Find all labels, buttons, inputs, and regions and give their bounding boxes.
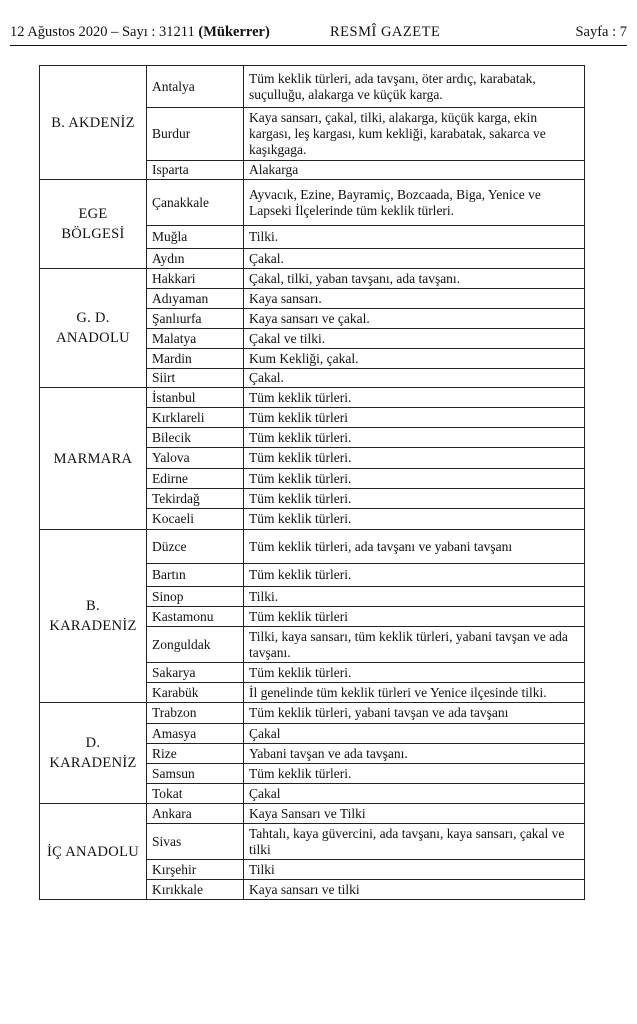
province-cell: Sakarya bbox=[147, 663, 244, 683]
issue-date-number: 12 Ağustos 2020 – Sayı : 31211 bbox=[10, 24, 195, 40]
province-cell: Siirt bbox=[147, 369, 244, 388]
publication-title: RESMÎ GAZETE bbox=[330, 24, 441, 40]
province-cell: Yalova bbox=[147, 448, 244, 469]
table-row bbox=[40, 703, 585, 724]
table-row bbox=[40, 66, 585, 108]
province-cell: Tokat bbox=[147, 784, 244, 804]
species-cell: Tüm keklik türleri. bbox=[244, 469, 585, 489]
species-cell: Tüm keklik türleri. bbox=[244, 448, 585, 469]
species-cell: Kaya sansarı ve tilki bbox=[244, 880, 585, 900]
species-cell: Çakal bbox=[244, 784, 585, 804]
province-cell: Edirne bbox=[147, 469, 244, 489]
species-cell: Tahtalı, kaya güvercini, ada tavşanı, kaya sansarı, çakal ve tilki bbox=[244, 824, 585, 860]
province-cell: Adıyaman bbox=[147, 289, 244, 309]
table-row bbox=[40, 388, 585, 408]
species-cell: Tüm keklik türleri. bbox=[244, 388, 585, 408]
issue-info bbox=[10, 22, 270, 42]
species-cell: Kaya sansarı ve çakal. bbox=[244, 309, 585, 329]
species-region-table bbox=[39, 65, 585, 900]
province-cell: Şanlıurfa bbox=[147, 309, 244, 329]
species-cell: Tüm keklik türleri, ada tavşanı ve yabani tavşanı bbox=[244, 530, 585, 564]
region-name: İÇ ANADOLU bbox=[40, 804, 147, 900]
region-name: MARMARA bbox=[40, 388, 147, 530]
species-cell: Çakal, tilki, yaban tavşanı, ada tavşanı. bbox=[244, 269, 585, 289]
table-row bbox=[40, 804, 585, 824]
region-name: B. AKDENİZ bbox=[40, 66, 147, 180]
header-divider bbox=[10, 45, 627, 46]
species-cell: Ayvacık, Ezine, Bayramiç, Bozcaada, Biga, Yenice ve Lapseki İlçelerinde tüm keklik türleri. bbox=[244, 180, 585, 226]
province-cell: Malatya bbox=[147, 329, 244, 349]
region-name: EGE BÖLGESİ bbox=[40, 180, 147, 269]
species-cell: Tüm keklik türleri. bbox=[244, 663, 585, 683]
province-cell: Burdur bbox=[147, 108, 244, 161]
species-cell: Alakarga bbox=[244, 161, 585, 180]
province-cell: Kırşehir bbox=[147, 860, 244, 880]
province-cell: Mardin bbox=[147, 349, 244, 369]
species-cell: Tilki. bbox=[244, 226, 585, 249]
province-cell: Düzce bbox=[147, 530, 244, 564]
table-row bbox=[40, 530, 585, 564]
species-cell: Tüm keklik türleri. bbox=[244, 489, 585, 509]
province-cell: Karabük bbox=[147, 683, 244, 703]
province-cell: Amasya bbox=[147, 724, 244, 744]
province-cell: Muğla bbox=[147, 226, 244, 249]
species-cell: Tüm keklik türleri. bbox=[244, 564, 585, 587]
reissue-label: (Mükerrer) bbox=[198, 24, 270, 40]
province-cell: Tekirdağ bbox=[147, 489, 244, 509]
species-cell: Kaya Sansarı ve Tilki bbox=[244, 804, 585, 824]
region-name: D. KARADENİZ bbox=[40, 703, 147, 804]
species-cell: Tüm keklik türleri. bbox=[244, 509, 585, 530]
page-header bbox=[10, 22, 627, 42]
species-cell: Tilki bbox=[244, 860, 585, 880]
province-cell: Sivas bbox=[147, 824, 244, 860]
province-cell: İstanbul bbox=[147, 388, 244, 408]
province-cell: Hakkari bbox=[147, 269, 244, 289]
region-name: B. KARADENİZ bbox=[40, 530, 147, 703]
province-cell: Kocaeli bbox=[147, 509, 244, 530]
region-name: G. D. ANADOLU bbox=[40, 269, 147, 388]
province-cell: Bartın bbox=[147, 564, 244, 587]
province-cell: Ankara bbox=[147, 804, 244, 824]
species-cell: Çakal bbox=[244, 724, 585, 744]
table-row bbox=[40, 180, 585, 226]
species-cell: Tilki, kaya sansarı, tüm keklik türleri, yabani tavşan ve ada tavşanı. bbox=[244, 627, 585, 663]
province-cell: Kırklareli bbox=[147, 408, 244, 428]
province-cell: Bilecik bbox=[147, 428, 244, 448]
species-cell: Tüm keklik türleri. bbox=[244, 764, 585, 784]
province-cell: Rize bbox=[147, 744, 244, 764]
province-cell: Isparta bbox=[147, 161, 244, 180]
species-cell: Tilki. bbox=[244, 587, 585, 607]
province-cell: Kastamonu bbox=[147, 607, 244, 627]
province-cell: Çanakkale bbox=[147, 180, 244, 226]
province-cell: Aydın bbox=[147, 249, 244, 269]
species-cell: Tüm keklik türleri bbox=[244, 607, 585, 627]
table-row bbox=[40, 269, 585, 289]
species-cell: Çakal. bbox=[244, 249, 585, 269]
province-cell: Zonguldak bbox=[147, 627, 244, 663]
province-cell: Samsun bbox=[147, 764, 244, 784]
species-cell: Tüm keklik türleri bbox=[244, 408, 585, 428]
species-cell: İl genelinde tüm keklik türleri ve Yenice ilçesinde tilki. bbox=[244, 683, 585, 703]
page-number: Sayfa : 7 bbox=[575, 24, 627, 40]
species-cell: Yabani tavşan ve ada tavşanı. bbox=[244, 744, 585, 764]
species-cell: Kaya sansarı, çakal, tilki, alakarga, küçük karga, ekin kargası, leş kargası, kum kekliği, karabatak, sakarca ve kaşıkgaga. bbox=[244, 108, 585, 161]
province-cell: Kırıkkale bbox=[147, 880, 244, 900]
species-cell: Çakal ve tilki. bbox=[244, 329, 585, 349]
species-cell: Tüm keklik türleri, ada tavşanı, öter ardıç, karabatak, suçulluğu, alakarga ve küçük karga. bbox=[244, 66, 585, 108]
province-cell: Sinop bbox=[147, 587, 244, 607]
species-cell: Tüm keklik türleri. bbox=[244, 428, 585, 448]
province-cell: Antalya bbox=[147, 66, 244, 108]
species-cell: Tüm keklik türleri, yabani tavşan ve ada tavşanı bbox=[244, 703, 585, 724]
species-cell: Çakal. bbox=[244, 369, 585, 388]
province-cell: Trabzon bbox=[147, 703, 244, 724]
species-cell: Kum Kekliği, çakal. bbox=[244, 349, 585, 369]
species-cell: Kaya sansarı. bbox=[244, 289, 585, 309]
